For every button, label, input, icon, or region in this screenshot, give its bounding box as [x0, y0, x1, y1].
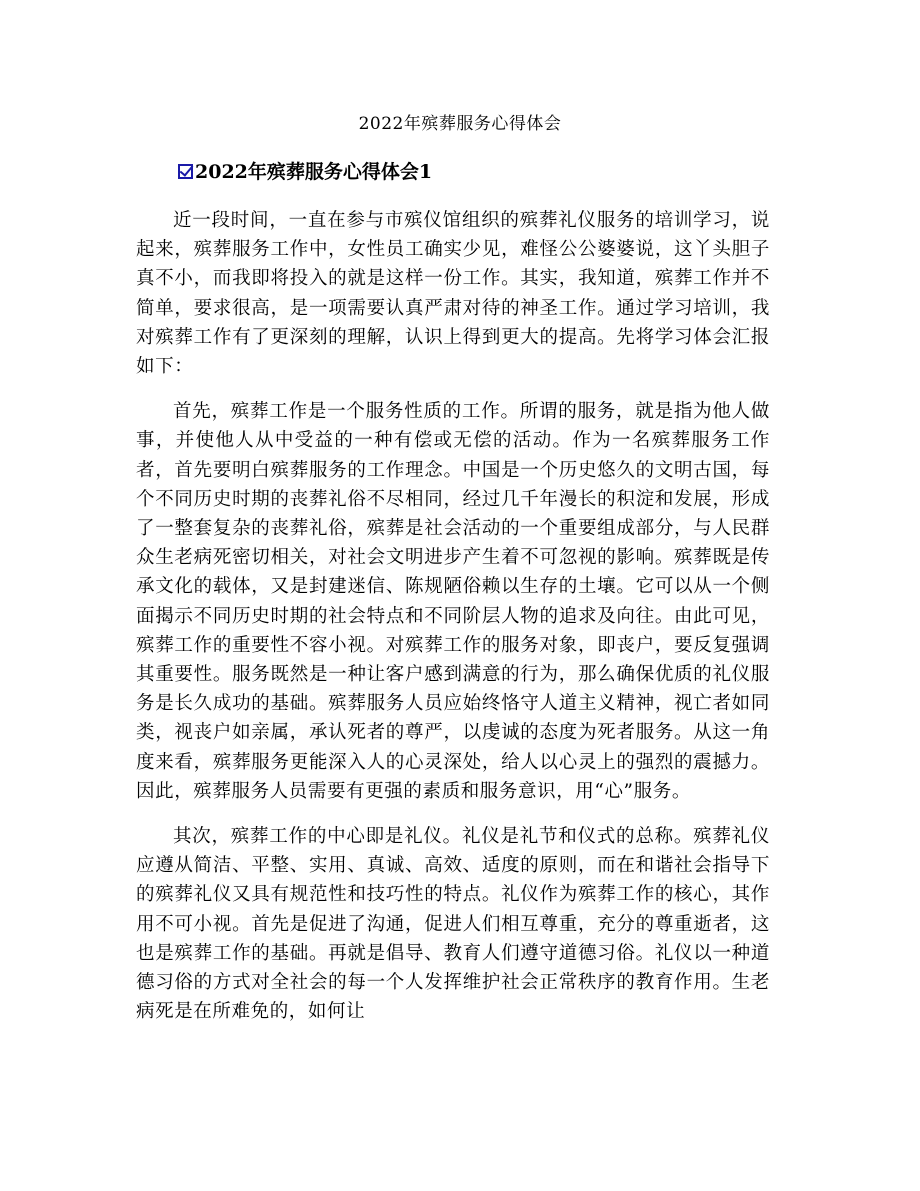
- section-heading: [178, 158, 432, 186]
- paragraph-3: 其次，殡葬工作的中心即是礼仪。礼仪是礼节和仪式的总称。殡葬礼仪应遵从简洁、平整、实用、真诚、高效、适度的原则，而在和谐社会指导下的殡葬礼仪又具有规范性和技巧性的特点。礼仪作为殡葬工作的核心，其作用不可小视。首先是促进了沟通，促进人们相互尊重，充分的尊重逝者，这也是殡葬工作的基础。再就是倡导、教育人们遵守道德习俗。礼仪以一种道德习俗的方式对全社会的每一个人发挥维护社会正常秩序的教育作用。生老病死是在所难免的，如何让: [136, 826, 770, 1023]
- paragraph-2: 首先，殡葬工作是一个服务性质的工作。所谓的服务，就是指为他人做事，并使他人从中受益的一种有偿或无偿的活动。作为一名殡葬服务工作者，首先要明白殡葬服务的工作理念。中国是一个历史悠久的文明古国，每个不同历史时期的丧葬礼俗不尽相同，经过几千年漫长的积淀和发展，形成了一整套复杂的丧葬礼俗，殡葬是社会活动的一个重要组成部分，与人民群众生老病死密切相关，对社会文明进步产生着不可忽视的影响。殡葬既是传承文化的载体，又是封建迷信、陈规陋俗赖以生存的土壤。它可以从一个侧面揭示不同历史时期的社会特点和不同阶层人物的追求及向往。由此可见，殡葬工作的重要性不容小视。对殡葬工作的服务对象，即丧户，要反复强调其重要性。服务既然是一种让客户感到满意的行为，那么确保优质的礼仪服务是长久成功的基础。殡葬服务人员应始终恪守人道主义精神，视亡者如同类，视丧户如亲属，承认死者的尊严，以虔诚的态度为死者服务。从这一角度来看，殡葬服务更能深入人的心灵深处，给人以心灵上的强烈的震撼力。因此，殡葬服务人员需要有更强的素质和服务意识，用“心”服务。: [136, 401, 770, 802]
- body-text: [136, 206, 770, 1042]
- section-heading-text: 2022年殡葬服务心得体会1: [195, 161, 433, 183]
- paragraph-1: 近一段时间，一直在参与市殡仪馆组织的殡葬礼仪服务的培训学习，说起来，殡葬服务工作中，女性员工确实少见，难怪公公婆婆说，这丫头胆子真不小，而我即将投入的就是这样一份工作。其实，我知道，殡葬工作并不简单，要求很高，是一项需要认真严肃对待的神圣工作。通过学习培训，我对殡葬工作有了更深刻的理解，认识上得到更大的提高。先将学习体会汇报如下：: [136, 210, 770, 378]
- document-title: 2022年殡葬服务心得体会: [358, 114, 562, 134]
- checkbox-icon: [178, 164, 193, 179]
